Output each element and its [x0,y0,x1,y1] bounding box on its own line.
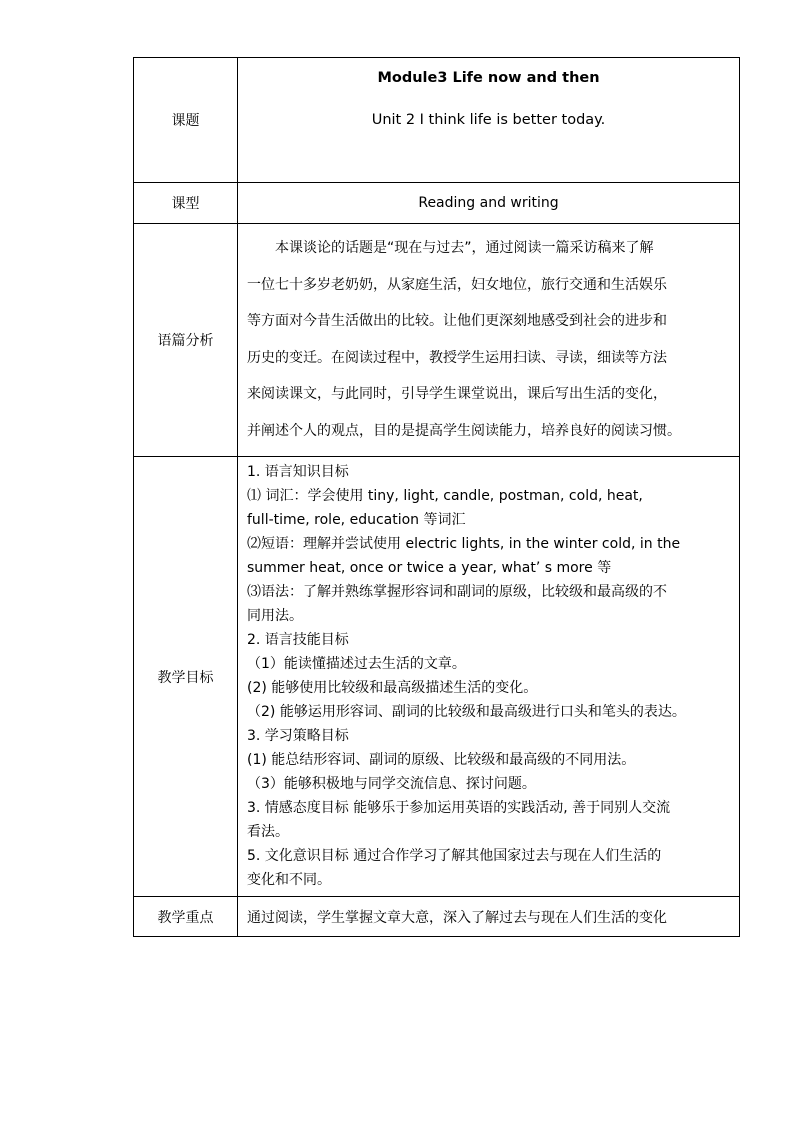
goal-line: ⑵短语：理解并尝试使用 electric lights, in the winter cold, in the [247,536,681,552]
analysis-line: 本课谈论的话题是“现在与过去”，通过阅读一篇采访稿来了解 [275,240,654,256]
focus-value: 通过阅读，学生掌握文章大意，深入了解过去与现在人们生活的变化 [238,897,740,937]
type-label: 课型 [134,183,238,224]
goals-row [134,457,740,897]
goal-line: summer heat, once or twice a year, what’ s more 等 [247,560,612,576]
module-title: Module3 Life now and then [377,70,600,86]
goal-line: 看法。 [247,824,289,840]
goal-line: ⑴ 词汇：学会使用 tiny, light, candle, postman, cold, heat, [247,488,643,504]
goal-line: full-time, role, education 等词汇 [247,512,466,528]
topic-cell [238,58,740,183]
goal-line: (2) 能够使用比较级和最高级描述生活的变化。 [247,680,538,696]
topic-row [134,58,740,183]
analysis-line: 并阐述个人的观点，目的是提高学生阅读能力，培养良好的阅读习惯。 [247,422,681,439]
goal-line: （2) 能够运用形容词、副词的比较级和最高级进行口头和笔头的表达。 [247,704,686,720]
goal-heading: 5. 文化意识目标 通过合作学习了解其他国家过去与现在人们生活的 [247,848,662,864]
goal-line: (1) 能总结形容词、副词的原级、比较级和最高级的不同用法。 [247,752,636,768]
goals-label: 教学目标 [134,457,238,897]
analysis-row [134,224,740,457]
goals-cell [238,457,740,897]
type-row [134,183,740,224]
focus-label: 教学重点 [134,897,238,937]
goal-heading: 3. 情感态度目标 能够乐于参加运用英语的实践活动, 善于同别人交流 [247,800,671,816]
lesson-plan-table [133,57,740,937]
analysis-line: 历史的变迁。在阅读过程中，教授学生运用扫读、寻读，细读等方法 [247,349,667,366]
analysis-cell [238,224,740,457]
analysis-line: 来阅读课文，与此同时，引导学生课堂说出，课后写出生活的变化， [247,386,667,402]
unit-title: Unit 2 I think life is better today. [371,112,606,128]
focus-row [134,897,740,937]
type-value: Reading and writing [238,183,740,224]
goal-line: 变化和不同。 [247,872,331,888]
goal-line: 同用法。 [247,608,303,624]
goal-line: （3）能够积极地与同学交流信息、探讨问题。 [247,776,536,792]
goal-heading: 2. 语言技能目标 [247,632,349,648]
topic-label: 课题 [134,58,238,183]
analysis-line: 等方面对今昔生活做出的比较。让他们更深刻地感受到社会的进步和 [247,313,667,329]
goal-line: ⑶语法：了解并熟练掌握形容词和副词的原级，比较级和最高级的不 [247,584,667,600]
analysis-label: 语篇分析 [134,224,238,457]
goal-heading: 1. 语言知识目标 [247,464,349,480]
goal-heading: 3. 学习策略目标 [247,728,349,744]
analysis-line: 一位七十多岁老奶奶，从家庭生活，妇女地位，旅行交通和生活娱乐 [247,276,667,293]
goal-line: （1）能读懂描述过去生活的文章。 [247,656,466,672]
